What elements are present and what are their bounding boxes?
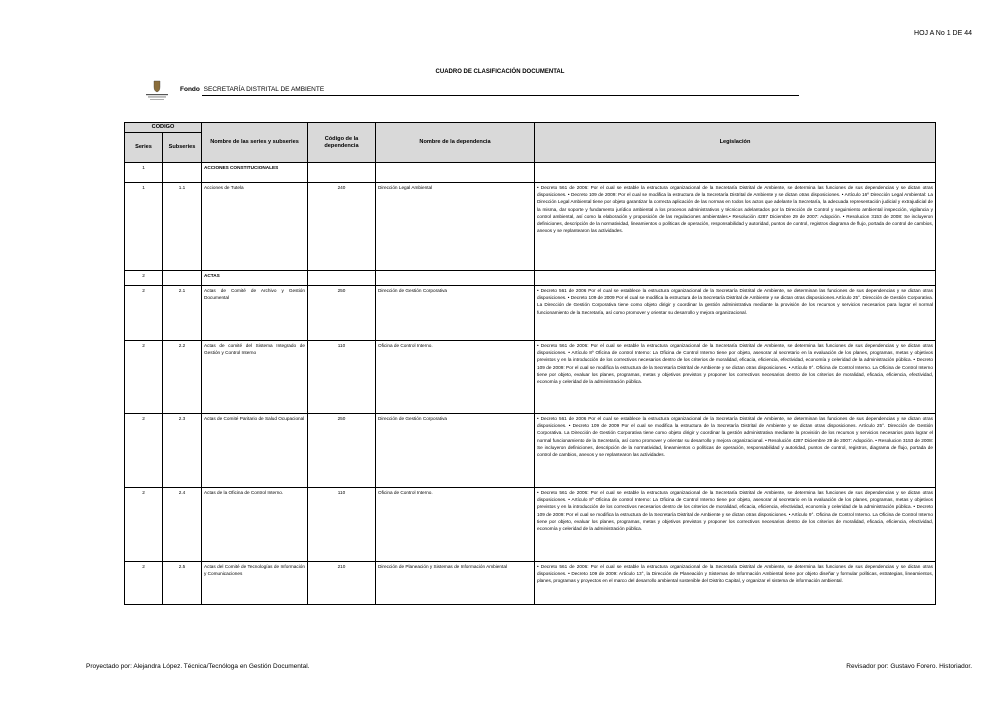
dependency-code-cell: 250: [308, 286, 376, 341]
legislation-cell: • Decreto 561 de 2006: Por el cual se estable la estructura organizacional de la Secretaría Distrital de Ambiente, se determina las funciones de sus dependencias y se dictan otras disposiciones. • Decreto 109 de 2009: Por el cual se modifica la estructura de la Secretaría Distrital de Ambiente y se dictan otras disposiciones. • Artículo 16º Dirección Legal Ambiental: La Dirección Legal Ambiental tiene por objeto garantizar la correcta aplicación de las normas en todos los actos que adelante la Secretaría, la adecuada representación judicial y extrajudicial de la misma, dar soporte y fundamento jurídico ambiental a los procesos administrativos y técnicos adelantados por la Dirección de Control y seguimiento ambiental inspección, vigilancia y control ambiental, así como la elaboración y proposición de las regulaciones ambientales.• Resolución 4287 Diciembre 29 de 2007: Adopción. • Resolucion 3153 de 2008: Se incluyeron definiciones, descripción de la normatividad, lineamientos o políticas de operación, responsabilidad y autoridad, puntos de control, registros diagrama de flujo, portada de control de cambios, anexos y se replantearon las actividades.: [535, 183, 936, 271]
series-name-cell: ACCIONES CONSTITUCIONALES: [202, 163, 308, 183]
dependency-code-cell: 240: [308, 183, 376, 271]
series-name-cell: Actas de la Oficina de Control Interno.: [202, 488, 308, 562]
table-row: [125, 163, 936, 183]
legislation-cell: • Decreto 561 de 2006: Por el cual se estable la estructura organizacional de la Secretaría Distrital de Ambiente, se determina las funciones de sus dependencias y se dictan otras disposiciones. • Artículo 8º Oficina de control Interno: La Oficina de Control Interno tiene por objeto, asesorar al secretario en la evaluación de los planes, programas, metas y objetivos previstos y en la introducción de los correctivos necesarios dentro de los criterios de moralidad, eficacia, eficiencia, efectividad, economía y celeridad de la administración pública. • Decreto 109 de 2009: Por el cual se modifica la estructura de la Secretaría Distrital de Ambiente y se dictan otras disposiciones. • Artículo 9°. Oficina de Control Interno. La Oficina de Control Interno tiene por objeto, evaluar los planes, programas, metas y objetivos previstos y proponer los correctivos necesarios dentro de los criterios de moralidad, eficacia, eficiencia, efectividad, economía y celeridad de la administración pública.: [535, 488, 936, 562]
dependency-name-cell: Dirección de Gestión Corporativa: [376, 286, 535, 341]
header-series: Series: [125, 133, 163, 163]
document-title: CUADRO DE CLASIFICACIÓN DOCUMENTAL: [435, 69, 565, 75]
prepared-by: Proyectado por: Alejandra López. Técnica/Tecnóloga en Gestión Documental.: [86, 663, 310, 670]
table-row: [125, 183, 936, 271]
dependency-code-cell: [308, 271, 376, 286]
fondo-label: Fondo: [180, 86, 200, 93]
dependency-name-cell: [376, 271, 535, 286]
series-cell: 2: [125, 271, 163, 286]
series-name-cell: Acciones de Tutela: [202, 183, 308, 271]
classification-table: [124, 122, 936, 605]
fondo-value: SECRETARÍA DISTRITAL DE AMBIENTE: [203, 86, 325, 93]
series-name-cell: Actas de Comité de Archivo y Gestión Documental: [202, 286, 308, 341]
header-nombre-series: Nombre de las series y subseries: [202, 123, 308, 163]
subseries-cell: 2.5: [163, 562, 202, 605]
series-cell: 1: [125, 163, 163, 183]
subseries-cell: [163, 163, 202, 183]
dependency-code-cell: [308, 163, 376, 183]
legislation-cell: [535, 163, 936, 183]
legislation-cell: • Decreto 561 de 2006: Por el cual se estable la estructura organizacional de la Secretaría Distrital de Ambiente, se determina las funciones de sus dependencias y se dictan otras disposiciones. • Artículo 8º Oficina de control Interno: La Oficina de Control Interno tiene por objeto, asesorar al secretario en la evaluación de los planes, programas, metas y objetivos previstos y en la introducción de los correctivos necesarios dentro de los criterios de moralidad, eficacia, eficiencia, efectividad, economía y celeridad de la administración pública. • Decreto 109 de 2009: Por el cual se modifica la estructura de la Secretaría Distrital de Ambiente y se dictan otras disposiciones. • Artículo 9°. Oficina de Control Interno. La Oficina de Control Interno tiene por objeto, evaluar los planes, programas, metas y objetivos previstos y proponer los correctivos necesarios dentro de los criterios de moralidad, eficacia, eficiencia, efectividad, economía y celeridad de la administración pública.: [535, 341, 936, 414]
series-cell: 2: [125, 286, 163, 341]
fondo-underline: [202, 95, 799, 96]
subseries-cell: 2.3: [163, 414, 202, 488]
series-cell: 2: [125, 488, 163, 562]
series-cell: 2: [125, 341, 163, 414]
dependency-name-cell: [376, 163, 535, 183]
header-subseries: Subseries: [163, 133, 202, 163]
header-nombre-dependencia: Nombre de la dependencia: [376, 123, 535, 163]
table-row: [125, 286, 936, 341]
subseries-cell: [163, 271, 202, 286]
series-cell: 1: [125, 183, 163, 271]
legislation-cell: • Decreto 561 de 2006 Por el cual se establece la estructura organizacional de la Secretaría Distrital de Ambiente, se determinan las funciones de sus dependencias y se dictan otras disposiciones. • Decreto 109 de 2009 Por el cual se modifica la estructura de la Secretaría Distrital de Ambiente y se dictan otras disposiciones.Artículo 25°. Dirección de Gestión Corporativa. La Dirección de Gestión Corporativa tiene como objeto dirigir y coordinar la gestión administrativa mediante la provisión de los recursos y servicios necesarios para lograr el normal funcionamiento de la Secretaría, así como promover y orientar su desarrollo y mejora organizacional.: [535, 286, 936, 341]
legislation-cell: • Decreto 561 de 2006 Por el cual se establece la estructura organizacional de la Secretaría Distrital de Ambiente, se determinan las funciones de sus dependencias y se dictan otras disposiciones. • Decreto 109 de 2009 Por el cual se modifica la estructura de la Secretaría Distrital de Ambiente y se dictan otras disposiciones. Artículo 25°. Dirección de Gestión Corporativa. La Dirección de Gestión Corporativa tiene como objeto dirigir y coordinar la gestión administrativa mediante la provisión de los recursos y servicios necesarios para lograr el normal funcionamiento de la Secretaría, así como promover y orientar su desarrollo y mejora organizacional. • Resolución 4287 Diciembre 29 de 2007: Adopción. • Resolucion 3153 de 2008: Se incluyeron definiciones, descripción de la normatividad, lineamientos o políticas de operación, responsabilidad y autoridad, puntos de control, registros, diagrama de flujo, portada de control de cambios, anexos y se replantearon las actividades.: [535, 414, 936, 488]
legislation-cell: [535, 271, 936, 286]
dependency-code-cell: 210: [308, 562, 376, 605]
dependency-name-cell: Dirección de Gestión Corporativa: [376, 414, 535, 488]
subseries-cell: 1.1: [163, 183, 202, 271]
table-row: [125, 341, 936, 414]
subseries-cell: 2.4: [163, 488, 202, 562]
dependency-name-cell: Oficina de Control Interno.: [376, 488, 535, 562]
subseries-cell: 2.1: [163, 286, 202, 341]
subseries-cell: 2.2: [163, 341, 202, 414]
series-name-cell: ACTAS: [202, 271, 308, 286]
legislation-cell: • Decreto 561 de 2006: Por el cual se estable la estructura organizacional de la Secretaría Distrital de Ambiente, se determina las funciones de sus dependencias y se dictan otras disposiciones. • Decreto 109 de 2009: Artículo 13°, la Dirección de Planeación y Sistemas de Información Ambiental tiene por objeto diseñar y formular políticas, estrategias, lineamientos, planes, programas y proyectos en el marco del desarrollo ambiental sostenible del Distrito Capital, y organizar el sistema de información ambiental.: [535, 562, 936, 605]
header-codigo-dependencia: Código de la dependencia: [308, 123, 376, 163]
series-cell: 2: [125, 562, 163, 605]
series-cell: 2: [125, 414, 163, 488]
dependency-name-cell: Oficina de Control Interno.: [376, 341, 535, 414]
series-name-cell: Actas de comité del Sistema Integrado de Gestión y Control Interno: [202, 341, 308, 414]
page-number: HOJ A No 1 DE 44: [914, 30, 972, 37]
reviewed-by: Revisador por: Gustavo Forero. Historiador.: [846, 663, 972, 670]
fondo-field: [180, 86, 324, 93]
district-seal-logo: [144, 79, 170, 103]
dependency-name-cell: Dirección de Planeación y Sistemas de Información Ambiental: [376, 562, 535, 605]
table-row: [125, 414, 936, 488]
header-codigo: CODIGO: [125, 123, 202, 133]
header-legislacion: Legislación: [535, 123, 936, 163]
dependency-code-cell: 250: [308, 414, 376, 488]
dependency-code-cell: 110: [308, 488, 376, 562]
table-row: [125, 271, 936, 286]
dependency-code-cell: 110: [308, 341, 376, 414]
table-row: [125, 488, 936, 562]
dependency-name-cell: Dirección Legal Ambiental: [376, 183, 535, 271]
series-name-cell: Actas de Comité Paritario de Salud Ocupacional: [202, 414, 308, 488]
table-row: [125, 562, 936, 605]
series-name-cell: Actas del Comité de Tecnologías de Información y Comunicaciones: [202, 562, 308, 605]
